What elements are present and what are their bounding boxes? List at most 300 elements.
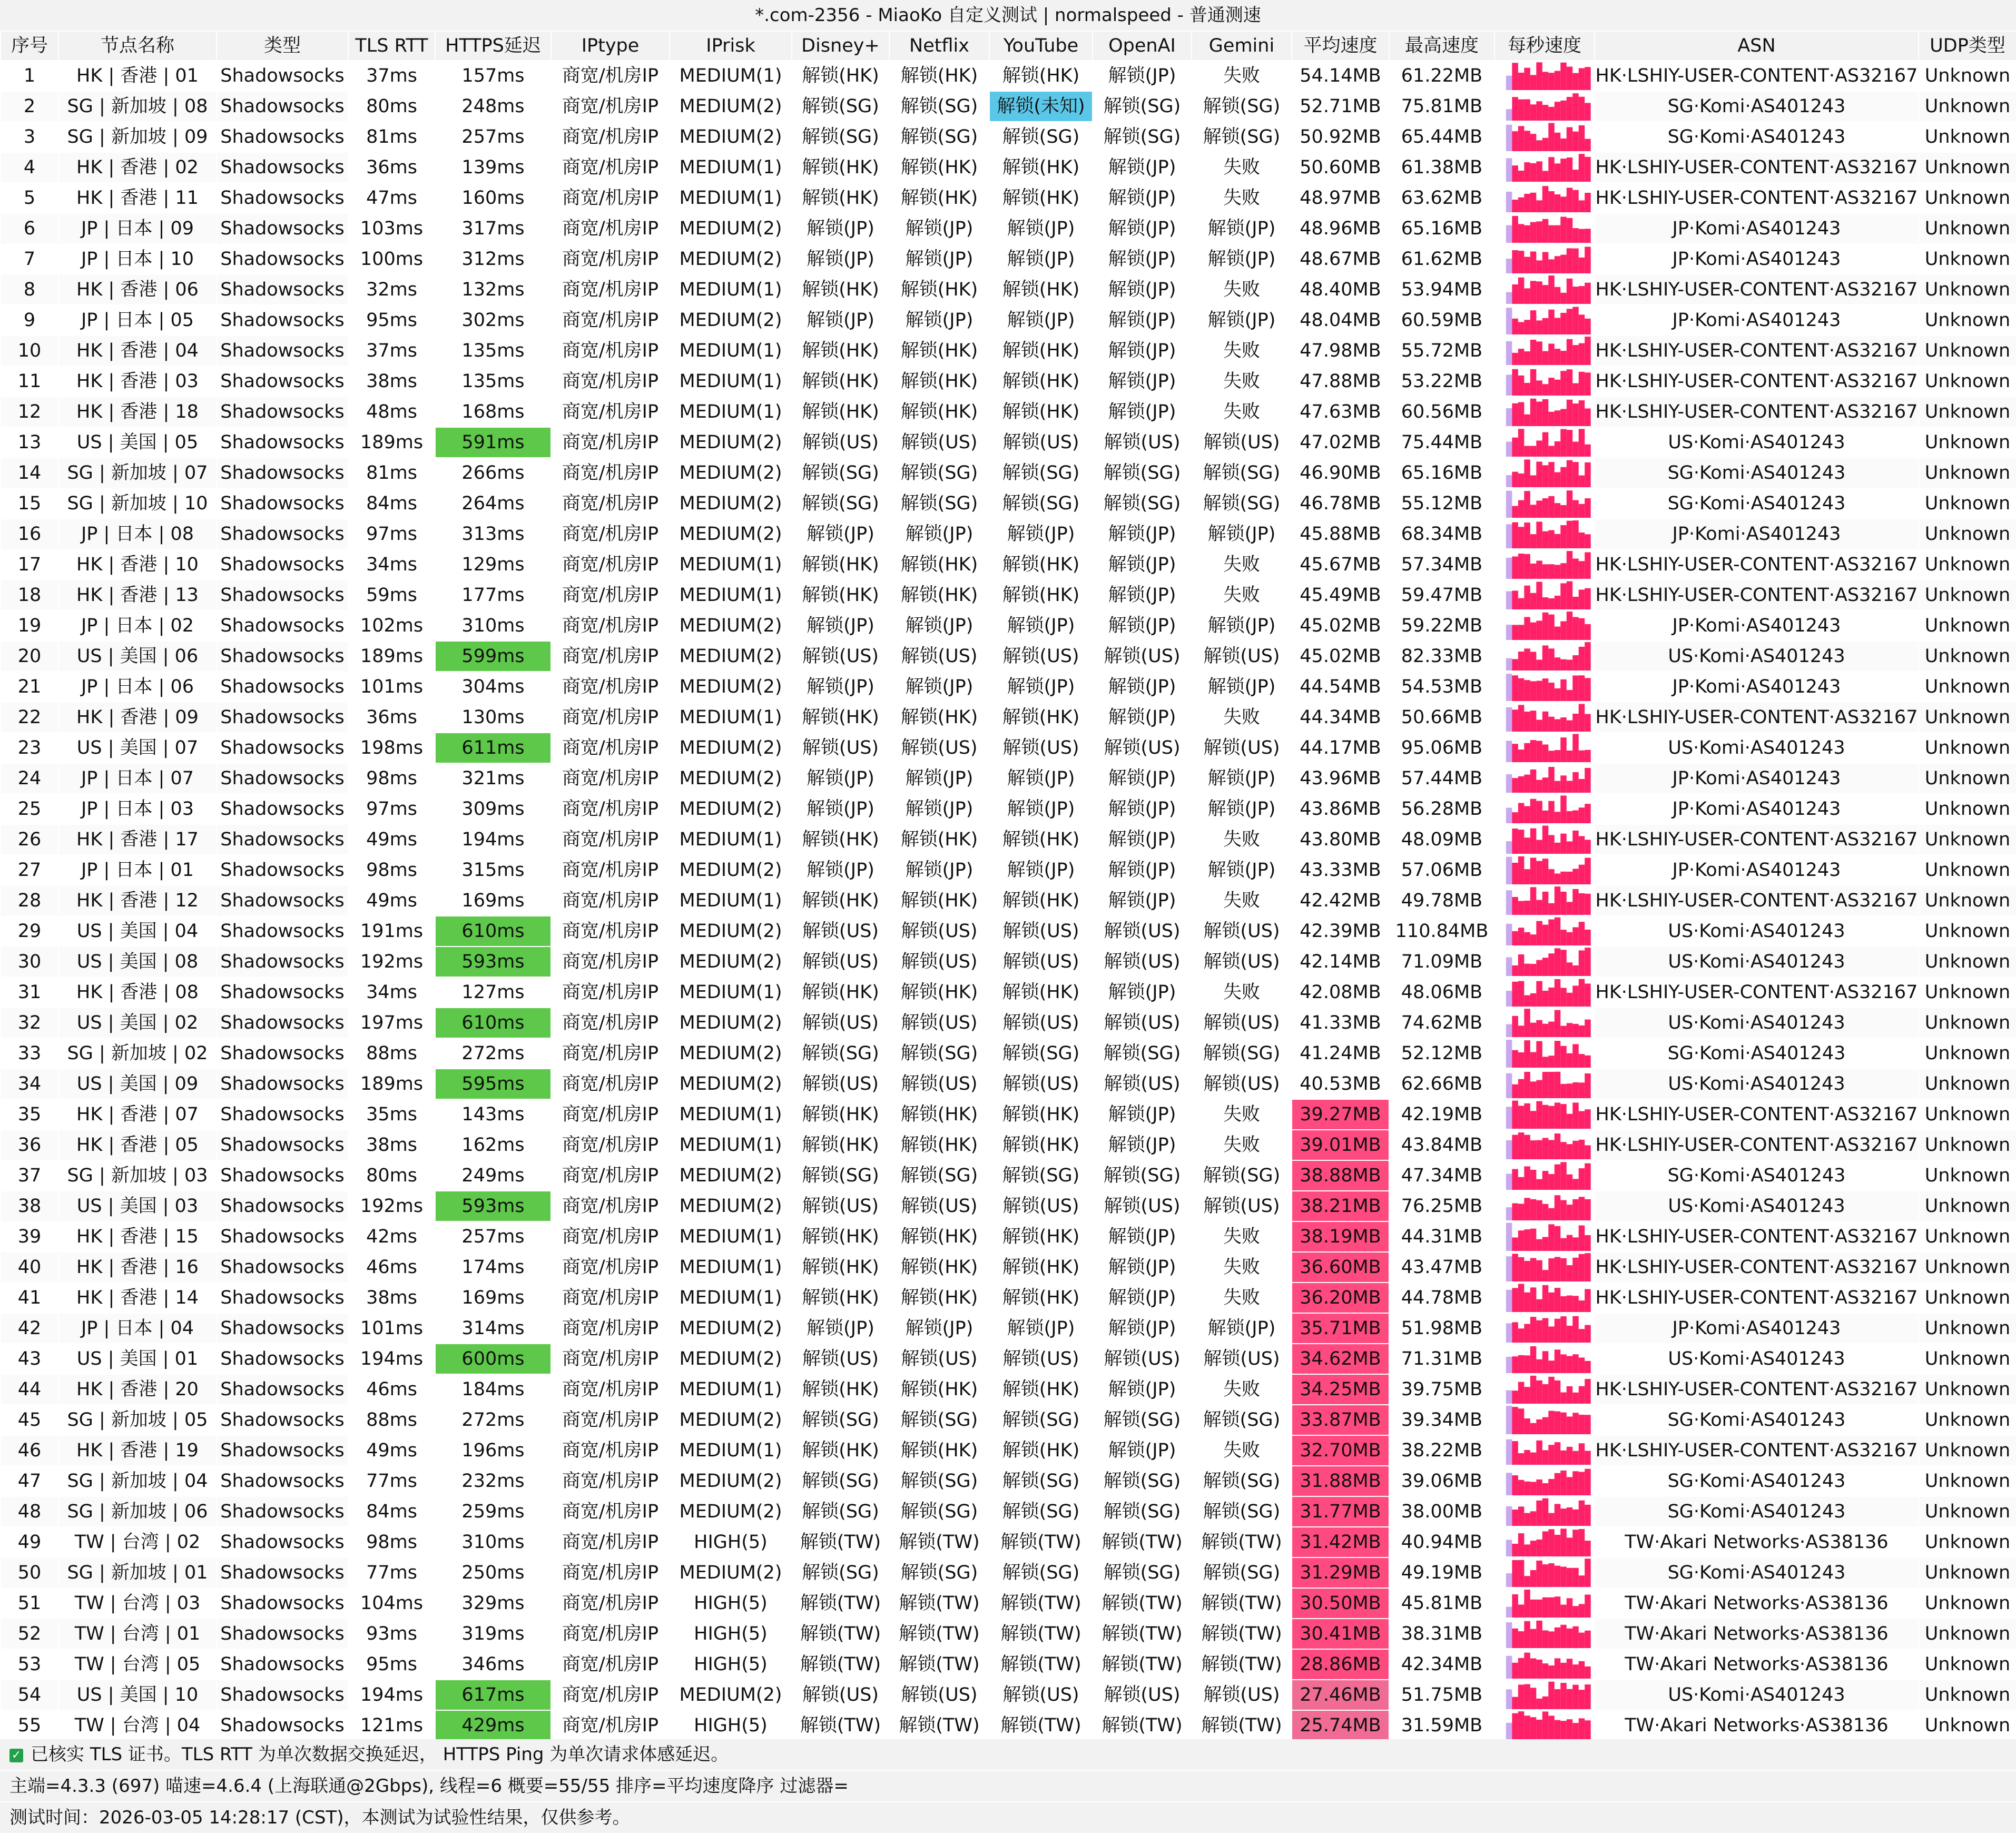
sparkline-bar	[1585, 1073, 1590, 1098]
sparkline-bar	[1567, 1235, 1572, 1251]
cell-https-latency: 184ms	[435, 1374, 551, 1405]
sparkline-bar	[1560, 409, 1566, 426]
sparkline-bar	[1567, 902, 1572, 915]
cell-tls-rtt: 98ms	[348, 855, 435, 885]
cell-gemini: 解锁(JP)	[1192, 1313, 1292, 1344]
sparkline-bar	[1530, 1717, 1536, 1740]
sparkline-bar	[1518, 1408, 1524, 1434]
cell-asn: US·Komi·AS401243	[1595, 427, 1919, 458]
cell-netflix: 解锁(JP)	[889, 1313, 989, 1344]
cell-gemini: 失败	[1192, 274, 1292, 305]
sparkline-bar	[1524, 491, 1530, 518]
cell-speed-sparkline	[1494, 274, 1595, 305]
cell-ip-risk: MEDIUM(2)	[670, 1313, 792, 1344]
sparkline-bar	[1536, 320, 1542, 334]
sparkline-bar	[1530, 1570, 1536, 1587]
sparkline-bar	[1536, 1239, 1542, 1251]
cell-node-name: JP | 日本 | 01	[58, 855, 217, 885]
cell-netflix: 解锁(HK)	[889, 1130, 989, 1160]
cell-openai: 解锁(JP)	[1093, 702, 1192, 733]
cell-youtube: 解锁(SG)	[989, 1160, 1093, 1191]
sparkline-bar	[1572, 1258, 1578, 1281]
cell-https-latency: 313ms	[435, 519, 551, 549]
sparkline-bar	[1555, 1596, 1560, 1618]
cell-gemini: 失败	[1192, 1435, 1292, 1466]
cell-type: Shadowsocks	[217, 702, 348, 733]
sparkline-bar	[1555, 1195, 1560, 1220]
cell-avg-speed: 35.71MB	[1292, 1313, 1389, 1344]
sparkline-bar	[1524, 712, 1530, 732]
sparkline-bar	[1548, 259, 1554, 273]
sparkline-bar	[1579, 429, 1585, 457]
cell-youtube: 解锁(HK)	[989, 824, 1093, 855]
sparkline-bar	[1542, 712, 1548, 732]
cell-node-name: JP | 日本 | 05	[58, 305, 217, 336]
cell-type: Shadowsocks	[217, 824, 348, 855]
cell-ip-risk: MEDIUM(1)	[670, 397, 792, 427]
cell-ip-risk: MEDIUM(1)	[670, 152, 792, 183]
sparkline-bar	[1512, 1203, 1518, 1220]
cell-avg-speed: 34.25MB	[1292, 1374, 1389, 1405]
cell-speed-sparkline	[1494, 549, 1595, 580]
sparkline-bar	[1512, 438, 1518, 457]
sparkline-bar	[1530, 310, 1536, 334]
cell-index: 3	[1, 122, 58, 152]
cell-openai: 解锁(JP)	[1093, 580, 1192, 610]
sparkline-bar	[1530, 1629, 1536, 1648]
sparkline-bar	[1560, 1142, 1566, 1159]
sparkline-bar	[1560, 583, 1566, 609]
sparkline-bar	[1567, 1356, 1572, 1373]
sparkline-bar	[1567, 1659, 1572, 1679]
sparkline-bar	[1542, 1663, 1548, 1679]
sparkline-bar	[1579, 343, 1585, 365]
cell-index: 35	[1, 1099, 58, 1130]
cell-disney: 解锁(HK)	[792, 274, 889, 305]
sparkline-bar	[1530, 193, 1536, 212]
sparkline-bar	[1530, 681, 1536, 701]
cell-gemini: 解锁(SG)	[1192, 122, 1292, 152]
sparkline-bar	[1512, 1391, 1518, 1404]
sparkline-bar	[1572, 927, 1578, 945]
cell-youtube: 解锁(SG)	[989, 488, 1093, 519]
cell-https-latency: 248ms	[435, 91, 551, 122]
sparkline-bar	[1555, 1628, 1560, 1648]
cell-max-speed: 76.25MB	[1389, 1191, 1494, 1221]
sparkline-bar	[1542, 138, 1548, 151]
cell-speed-sparkline	[1494, 1557, 1595, 1588]
cell-avg-speed: 34.62MB	[1292, 1344, 1389, 1374]
sparkline-bar	[1512, 675, 1518, 701]
sparkline-bar	[1555, 873, 1560, 884]
cell-youtube: 解锁(JP)	[989, 519, 1093, 549]
sparkline-bar	[1506, 1256, 1512, 1281]
column-header: IPtype	[551, 31, 670, 61]
cell-ip-type: 商宽/机房IP	[551, 122, 670, 152]
cell-https-latency: 174ms	[435, 1252, 551, 1283]
cell-ip-risk: MEDIUM(1)	[670, 61, 792, 91]
cell-node-name: SG | 新加坡 | 10	[58, 488, 217, 519]
cell-openai: 解锁(US)	[1093, 1680, 1192, 1710]
speed-sparkline-chart	[1495, 917, 1594, 945]
sparkline-bar	[1560, 1316, 1566, 1343]
sparkline-bar	[1524, 1653, 1530, 1679]
speed-sparkline-chart	[1495, 948, 1594, 976]
sparkline-bar	[1560, 1663, 1566, 1679]
cell-gemini: 失败	[1192, 580, 1292, 610]
cell-index: 21	[1, 672, 58, 702]
sparkline-bar	[1572, 985, 1578, 1007]
cell-ip-risk: MEDIUM(2)	[670, 916, 792, 946]
cell-speed-sparkline	[1494, 794, 1595, 824]
cell-speed-sparkline	[1494, 1527, 1595, 1557]
cell-youtube: 解锁(HK)	[989, 61, 1093, 91]
cell-https-latency: 593ms	[435, 1191, 551, 1221]
sparkline-bar	[1548, 1377, 1554, 1404]
cell-max-speed: 53.22MB	[1389, 366, 1494, 397]
sparkline-bar	[1579, 618, 1585, 640]
sparkline-bar	[1524, 869, 1530, 884]
sparkline-bar	[1585, 534, 1590, 548]
sparkline-bar	[1524, 1229, 1530, 1251]
cell-udp-type: Unknown	[1919, 1099, 2016, 1130]
cell-asn: HK·LSHIY-USER-CONTENT·AS32167	[1595, 1435, 1919, 1466]
sparkline-bar	[1579, 1690, 1585, 1709]
sparkline-bar	[1530, 1140, 1536, 1159]
sparkline-bar	[1530, 1081, 1536, 1098]
cell-https-latency: 266ms	[435, 458, 551, 488]
cell-speed-sparkline	[1494, 1588, 1595, 1619]
cell-speed-sparkline	[1494, 1466, 1595, 1496]
cell-gemini: 解锁(SG)	[1192, 488, 1292, 519]
sparkline-bar	[1512, 1016, 1518, 1037]
sparkline-bar	[1555, 1442, 1560, 1465]
cell-index: 41	[1, 1283, 58, 1313]
cell-speed-sparkline	[1494, 885, 1595, 916]
cell-ip-type: 商宽/机房IP	[551, 488, 670, 519]
sparkline-bar	[1585, 1631, 1590, 1648]
table-row	[1, 1496, 2016, 1527]
sparkline-bar	[1524, 131, 1530, 151]
sparkline-bar	[1506, 125, 1512, 151]
cell-tls-rtt: 59ms	[348, 580, 435, 610]
table-row	[1, 305, 2016, 336]
table-row	[1, 1680, 2016, 1710]
cell-youtube: 解锁(US)	[989, 427, 1093, 458]
sparkline-bar	[1572, 1179, 1578, 1190]
sparkline-bar	[1585, 1505, 1590, 1526]
sparkline-bar	[1579, 125, 1585, 151]
cell-https-latency: 593ms	[435, 946, 551, 977]
cell-speed-sparkline	[1494, 519, 1595, 549]
table-row	[1, 427, 2016, 458]
cell-youtube: 解锁(HK)	[989, 1221, 1093, 1252]
sparkline-bar	[1518, 1106, 1524, 1129]
cell-node-name: HK | 香港 | 13	[58, 580, 217, 610]
sparkline-bar	[1506, 857, 1512, 884]
sparkline-bar	[1572, 1471, 1578, 1495]
cell-youtube: 解锁(HK)	[989, 1130, 1093, 1160]
cell-max-speed: 55.72MB	[1389, 336, 1494, 366]
sparkline-bar	[1560, 1046, 1566, 1068]
sparkline-bar	[1579, 286, 1585, 304]
cell-index: 30	[1, 946, 58, 977]
cell-ip-risk: MEDIUM(2)	[670, 1557, 792, 1588]
cell-type: Shadowsocks	[217, 977, 348, 1008]
sparkline-bar	[1524, 383, 1530, 396]
cell-ip-risk: HIGH(5)	[670, 1619, 792, 1649]
cell-tls-rtt: 192ms	[348, 946, 435, 977]
sparkline-bar	[1506, 1140, 1512, 1159]
sparkline-bar	[1506, 1607, 1512, 1618]
cell-udp-type: Unknown	[1919, 336, 2016, 366]
cell-https-latency: 169ms	[435, 1283, 551, 1313]
sparkline-bar	[1585, 1594, 1590, 1618]
sparkline-bar	[1512, 369, 1518, 396]
cell-ip-type: 商宽/机房IP	[551, 1191, 670, 1221]
cell-youtube: 解锁(HK)	[989, 580, 1093, 610]
cell-type: Shadowsocks	[217, 1680, 348, 1710]
cell-gemini: 解锁(TW)	[1192, 1710, 1292, 1741]
sparkline-bar	[1555, 1658, 1560, 1679]
cell-max-speed: 75.81MB	[1389, 91, 1494, 122]
sparkline-bar	[1555, 812, 1560, 823]
cell-node-name: JP | 日本 | 03	[58, 794, 217, 824]
cell-openai: 解锁(JP)	[1093, 1435, 1192, 1466]
cell-disney: 解锁(HK)	[792, 1252, 889, 1283]
sparkline-bar	[1506, 957, 1512, 976]
cell-ip-type: 商宽/机房IP	[551, 366, 670, 397]
sparkline-bar	[1579, 1168, 1585, 1190]
cell-udp-type: Unknown	[1919, 519, 2016, 549]
sparkline-bar	[1542, 318, 1548, 334]
cell-youtube: 解锁(JP)	[989, 672, 1093, 702]
sparkline-bar	[1585, 1667, 1590, 1679]
sparkline-bar	[1542, 958, 1548, 976]
sparkline-bar	[1524, 194, 1530, 212]
sparkline-bar	[1524, 1355, 1530, 1373]
sparkline-bar	[1579, 893, 1585, 915]
cell-node-name: US | 美国 | 08	[58, 946, 217, 977]
cell-gemini: 解锁(US)	[1192, 1008, 1292, 1038]
sparkline-bar	[1548, 1513, 1554, 1526]
cell-gemini: 失败	[1192, 397, 1292, 427]
cell-max-speed: 61.62MB	[1389, 244, 1494, 274]
cell-youtube: 解锁(未知)	[989, 91, 1093, 122]
cell-max-speed: 65.16MB	[1389, 458, 1494, 488]
cell-openai: 解锁(JP)	[1093, 1283, 1192, 1313]
sparkline-bar	[1518, 198, 1524, 212]
cell-index: 6	[1, 213, 58, 244]
cell-udp-type: Unknown	[1919, 610, 2016, 641]
cell-disney: 解锁(US)	[792, 946, 889, 977]
sparkline-bar	[1536, 161, 1542, 182]
sparkline-bar	[1518, 100, 1524, 121]
column-header: TLS RTT	[348, 31, 435, 61]
cell-gemini: 解锁(SG)	[1192, 458, 1292, 488]
sparkline-bar	[1542, 1171, 1548, 1190]
sparkline-bar	[1536, 341, 1542, 365]
cell-tls-rtt: 84ms	[348, 488, 435, 519]
sparkline-bar	[1512, 556, 1518, 579]
table-row	[1, 1283, 2016, 1313]
sparkline-bar	[1506, 707, 1512, 732]
cell-ip-risk: MEDIUM(1)	[670, 1374, 792, 1405]
sparkline-bar	[1524, 1293, 1530, 1312]
cell-type: Shadowsocks	[217, 1466, 348, 1496]
cell-speed-sparkline	[1494, 1710, 1595, 1741]
cell-node-name: HK | 香港 | 15	[58, 1221, 217, 1252]
cell-node-name: HK | 香港 | 07	[58, 1099, 217, 1130]
sparkline-bar	[1585, 193, 1590, 212]
sparkline-bar	[1560, 1354, 1566, 1373]
sparkline-bar	[1530, 75, 1536, 90]
sparkline-bar	[1572, 1024, 1578, 1037]
sparkline-bar	[1542, 384, 1548, 396]
cell-tls-rtt: 102ms	[348, 610, 435, 641]
sparkline-bar	[1572, 675, 1578, 701]
cell-tls-rtt: 104ms	[348, 1588, 435, 1619]
sparkline-bar	[1530, 1317, 1536, 1343]
sparkline-bar	[1506, 491, 1512, 518]
sparkline-bar	[1524, 446, 1530, 457]
sparkline-bar	[1579, 1329, 1585, 1343]
sparkline-bar	[1518, 1328, 1524, 1343]
cell-avg-speed: 32.70MB	[1292, 1435, 1389, 1466]
sparkline-bar	[1506, 442, 1512, 457]
cell-max-speed: 52.12MB	[1389, 1038, 1494, 1069]
cell-disney: 解锁(HK)	[792, 366, 889, 397]
cell-node-name: US | 美国 | 06	[58, 641, 217, 672]
cell-max-speed: 51.75MB	[1389, 1680, 1494, 1710]
cell-openai: 解锁(US)	[1093, 1008, 1192, 1038]
sparkline-bar	[1524, 1684, 1530, 1709]
cell-asn: JP·Komi·AS401243	[1595, 305, 1919, 336]
cell-tls-rtt: 80ms	[348, 1160, 435, 1191]
sparkline-bar	[1555, 596, 1560, 609]
sparkline-bar	[1536, 780, 1542, 793]
cell-ip-type: 商宽/机房IP	[551, 702, 670, 733]
sparkline-bar	[1530, 993, 1536, 1007]
cell-netflix: 解锁(US)	[889, 733, 989, 763]
cell-netflix: 解锁(SG)	[889, 488, 989, 519]
table-row	[1, 1099, 2016, 1130]
cell-tls-rtt: 36ms	[348, 702, 435, 733]
cell-netflix: 解锁(HK)	[889, 397, 989, 427]
cell-gemini: 失败	[1192, 1099, 1292, 1130]
cell-https-latency: 168ms	[435, 397, 551, 427]
cell-netflix: 解锁(US)	[889, 427, 989, 458]
cell-speed-sparkline	[1494, 641, 1595, 672]
column-header: 每秒速度	[1494, 31, 1595, 61]
cell-gemini: 失败	[1192, 824, 1292, 855]
cell-max-speed: 49.78MB	[1389, 885, 1494, 916]
sparkline-bar	[1506, 1406, 1512, 1434]
sparkline-bar	[1506, 1622, 1512, 1648]
sparkline-bar	[1536, 461, 1542, 487]
cell-https-latency: 310ms	[435, 1527, 551, 1557]
cell-avg-speed: 48.97MB	[1292, 183, 1389, 213]
sparkline-bar	[1506, 890, 1512, 915]
cell-youtube: 解锁(SG)	[989, 1405, 1093, 1435]
sparkline-bar	[1512, 812, 1518, 823]
cell-index: 10	[1, 336, 58, 366]
cell-disney: 解锁(JP)	[792, 213, 889, 244]
sparkline-bar	[1560, 622, 1566, 640]
cell-netflix: 解锁(TW)	[889, 1649, 989, 1680]
speed-sparkline-chart	[1495, 1192, 1594, 1220]
sparkline-bar	[1512, 965, 1518, 976]
sparkline-bar	[1555, 1319, 1560, 1343]
table-row	[1, 274, 2016, 305]
sparkline-bar	[1585, 1020, 1590, 1037]
speed-sparkline-chart	[1495, 1467, 1594, 1495]
cell-openai: 解锁(JP)	[1093, 855, 1192, 885]
cell-openai: 解锁(JP)	[1093, 1252, 1192, 1283]
cell-udp-type: Unknown	[1919, 702, 2016, 733]
column-header: IPrisk	[670, 31, 792, 61]
cell-max-speed: 43.47MB	[1389, 1252, 1494, 1283]
cell-max-speed: 51.98MB	[1389, 1313, 1494, 1344]
cell-index: 15	[1, 488, 58, 519]
sparkline-bar	[1530, 770, 1536, 793]
cell-ip-type: 商宽/机房IP	[551, 458, 670, 488]
sparkline-bar	[1572, 132, 1578, 151]
cell-index: 49	[1, 1527, 58, 1557]
sparkline-bar	[1512, 1510, 1518, 1526]
cell-tls-rtt: 49ms	[348, 824, 435, 855]
cell-disney: 解锁(SG)	[792, 1405, 889, 1435]
sparkline-bar	[1512, 1169, 1518, 1190]
cell-ip-risk: MEDIUM(2)	[670, 1405, 792, 1435]
sparkline-bar	[1524, 964, 1530, 976]
cell-node-name: JP | 日本 | 10	[58, 244, 217, 274]
sparkline-bar	[1585, 283, 1590, 304]
cell-https-latency: 610ms	[435, 1008, 551, 1038]
table-row	[1, 641, 2016, 672]
speed-sparkline-chart	[1495, 1253, 1594, 1281]
sparkline-bar	[1555, 1566, 1560, 1587]
sparkline-bar	[1548, 1022, 1554, 1037]
cell-tls-rtt: 35ms	[348, 1099, 435, 1130]
cell-type: Shadowsocks	[217, 488, 348, 519]
sparkline-bar	[1542, 1318, 1548, 1343]
sparkline-bar	[1536, 1041, 1542, 1068]
cell-tls-rtt: 194ms	[348, 1680, 435, 1710]
speed-sparkline-chart	[1495, 1497, 1594, 1526]
cell-gemini: 失败	[1192, 183, 1292, 213]
cell-udp-type: Unknown	[1919, 1527, 2016, 1557]
sparkline-bar	[1542, 1024, 1548, 1037]
sparkline-bar	[1518, 705, 1524, 732]
cell-ip-risk: MEDIUM(2)	[670, 427, 792, 458]
sparkline-bar	[1567, 248, 1572, 273]
speed-sparkline-chart	[1495, 1100, 1594, 1129]
cell-gemini: 失败	[1192, 1221, 1292, 1252]
sparkline-bar	[1542, 892, 1548, 915]
table-row	[1, 1313, 2016, 1344]
sparkline-bar	[1512, 1084, 1518, 1098]
cell-avg-speed: 31.42MB	[1292, 1527, 1389, 1557]
cell-node-name: US | 美国 | 02	[58, 1008, 217, 1038]
sparkline-bar	[1524, 1387, 1530, 1404]
sparkline-bar	[1512, 709, 1518, 732]
cell-ip-risk: MEDIUM(1)	[670, 824, 792, 855]
sparkline-bar	[1542, 399, 1548, 426]
sparkline-bar	[1567, 1477, 1572, 1495]
sparkline-bar	[1567, 67, 1572, 90]
cell-node-name: JP | 日本 | 02	[58, 610, 217, 641]
